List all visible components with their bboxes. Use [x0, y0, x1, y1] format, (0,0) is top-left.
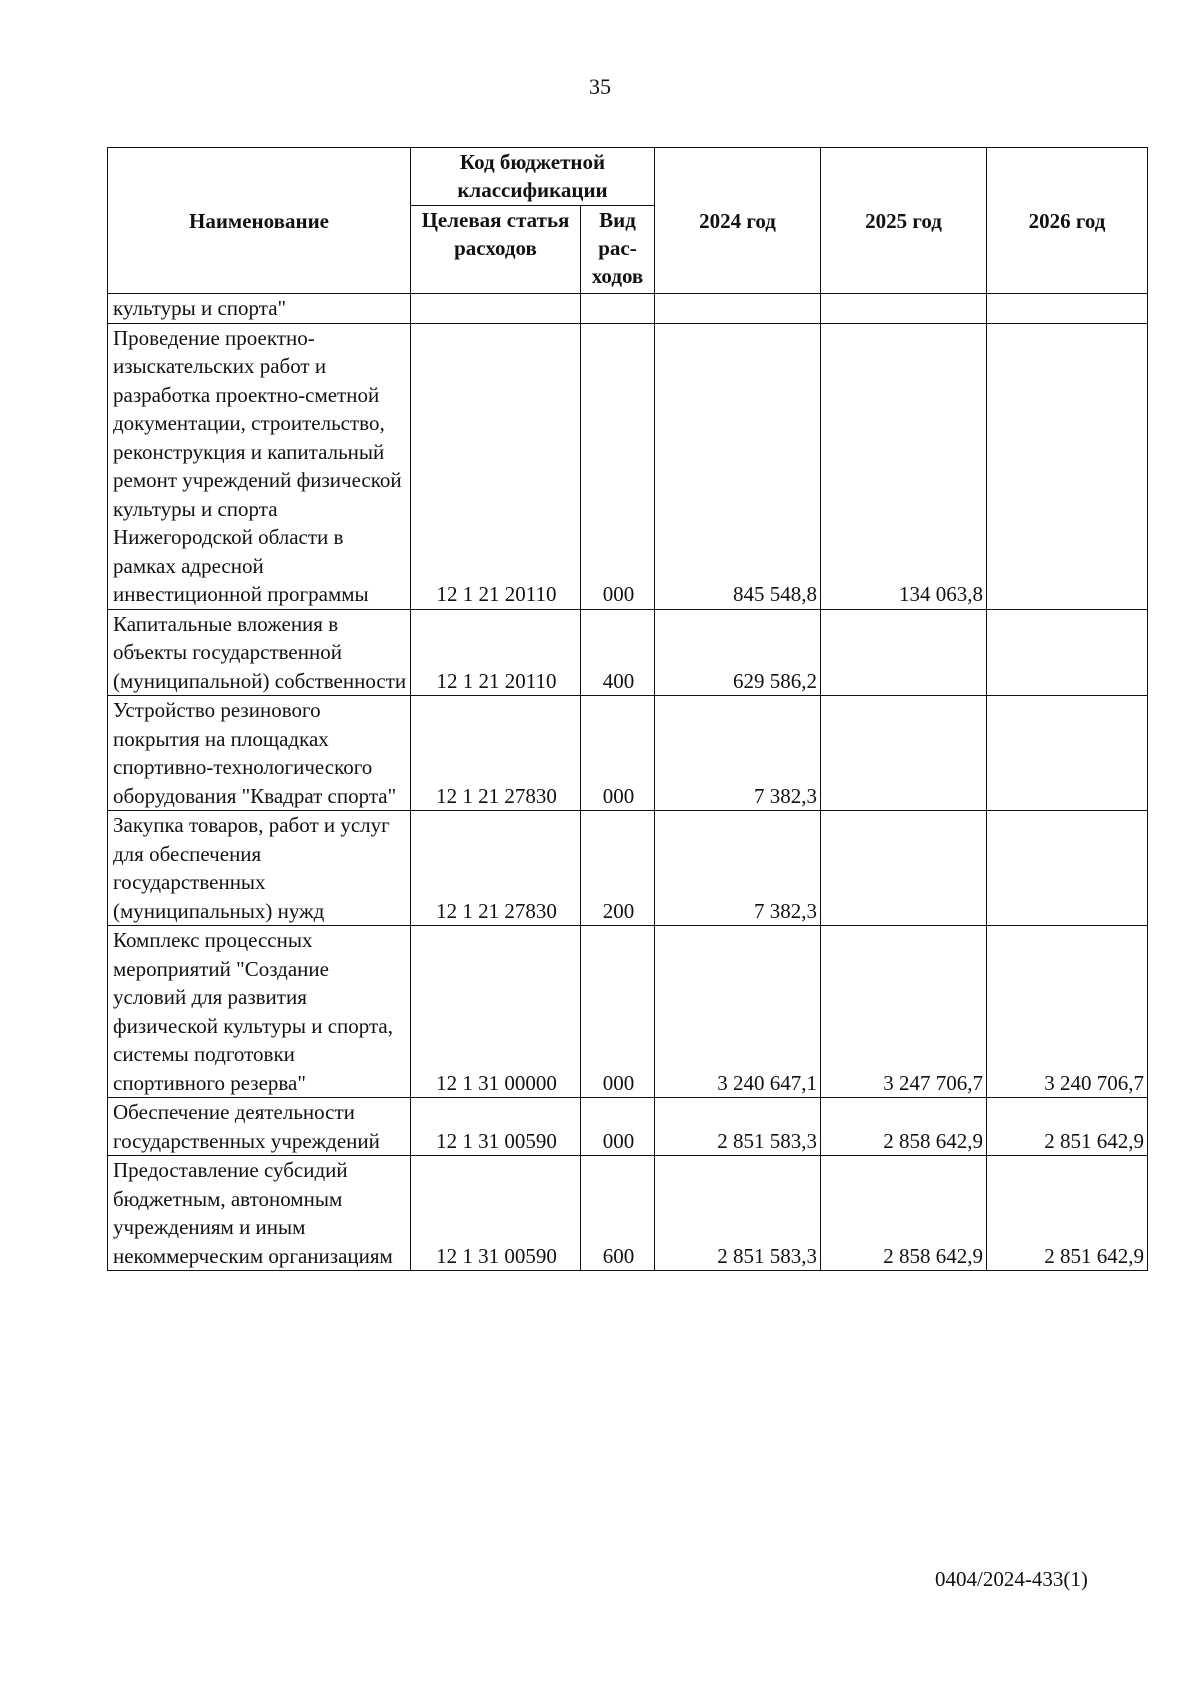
cell-expense-kind: 000	[581, 696, 655, 811]
cell-2026	[987, 294, 1148, 324]
cell-name: культуры и спорта"	[108, 294, 411, 324]
table-body	[108, 294, 1148, 1271]
cell-expense-kind: 000	[581, 323, 655, 609]
header-row	[108, 148, 1148, 206]
cell-2026: 3 240 706,7	[987, 926, 1148, 1098]
cell-2024: 3 240 647,1	[655, 926, 821, 1098]
cell-expense-kind	[581, 294, 655, 324]
header-target-article: Целевая статья расходов	[411, 206, 581, 294]
cell-target-article	[411, 294, 581, 324]
page-number: 35	[589, 74, 611, 99]
cell-expense-kind: 600	[581, 1156, 655, 1271]
table-header	[108, 148, 1148, 294]
header-classification: Код бюджетной классификации	[411, 148, 655, 206]
cell-expense-kind: 400	[581, 609, 655, 696]
header-name: Наименование	[108, 148, 411, 294]
table-row	[108, 696, 1148, 811]
cell-2024: 7 382,3	[655, 696, 821, 811]
cell-target-article: 12 1 21 20110	[411, 323, 581, 609]
table-row	[108, 609, 1148, 696]
header-expense-kind: Вид рас-ходов	[581, 206, 655, 294]
cell-2026	[987, 609, 1148, 696]
budget-table	[107, 147, 1148, 1271]
cell-2024	[655, 294, 821, 324]
cell-2026	[987, 696, 1148, 811]
cell-2024: 2 851 583,3	[655, 1156, 821, 1271]
cell-name: Предоставление субсидий бюджетным, автономным учреждениям и иным некоммерческим организациям	[108, 1156, 411, 1271]
cell-2025	[821, 696, 987, 811]
cell-2025	[821, 294, 987, 324]
cell-2024: 2 851 583,3	[655, 1098, 821, 1156]
cell-name: Обеспечение деятельности государственных учреждений	[108, 1098, 411, 1156]
cell-2026: 2 851 642,9	[987, 1098, 1148, 1156]
cell-expense-kind: 000	[581, 926, 655, 1098]
cell-expense-kind: 000	[581, 1098, 655, 1156]
cell-2025: 2 858 642,9	[821, 1156, 987, 1271]
cell-target-article: 12 1 31 00590	[411, 1098, 581, 1156]
cell-2024: 7 382,3	[655, 811, 821, 926]
header-2025: 2025 год	[821, 148, 987, 294]
cell-target-article: 12 1 21 20110	[411, 609, 581, 696]
cell-2025	[821, 811, 987, 926]
table-row	[108, 323, 1148, 609]
cell-target-article: 12 1 21 27830	[411, 811, 581, 926]
document-code: 0404/2024-433(1)	[935, 1567, 1088, 1591]
cell-2024: 629 586,2	[655, 609, 821, 696]
cell-2026	[987, 323, 1148, 609]
cell-2026: 2 851 642,9	[987, 1156, 1148, 1271]
cell-target-article: 12 1 31 00000	[411, 926, 581, 1098]
table-row	[108, 926, 1148, 1098]
cell-name: Устройство резинового покрытия на площадках спортивно-технологического оборудования "Квадрат спорта"	[108, 696, 411, 811]
cell-name: Закупка товаров, работ и услуг для обеспечения государственных (муниципальных) нужд	[108, 811, 411, 926]
cell-target-article: 12 1 31 00590	[411, 1156, 581, 1271]
table-row	[108, 811, 1148, 926]
cell-name: Капитальные вложения в объекты государственной (муниципальной) собственности	[108, 609, 411, 696]
table-row	[108, 1098, 1148, 1156]
header-2024: 2024 год	[655, 148, 821, 294]
cell-2026	[987, 811, 1148, 926]
cell-2025	[821, 609, 987, 696]
cell-expense-kind: 200	[581, 811, 655, 926]
cell-2025: 134 063,8	[821, 323, 987, 609]
cell-2025: 3 247 706,7	[821, 926, 987, 1098]
cell-name: Проведение проектно-изыскательских работ и разработка проектно-сметной документации, строительство, реконструкция и капитальный ремонт учреждений физической культуры и спорта Нижегородской области в рамках адресной инвестиционной программы	[108, 323, 411, 609]
table-row	[108, 294, 1148, 324]
cell-2024: 845 548,8	[655, 323, 821, 609]
cell-target-article: 12 1 21 27830	[411, 696, 581, 811]
cell-2025: 2 858 642,9	[821, 1098, 987, 1156]
table-row	[108, 1156, 1148, 1271]
cell-name: Комплекс процессных мероприятий "Создание условий для развития физической культуры и спорта, системы подготовки спортивного резерва"	[108, 926, 411, 1098]
header-2026: 2026 год	[987, 148, 1148, 294]
